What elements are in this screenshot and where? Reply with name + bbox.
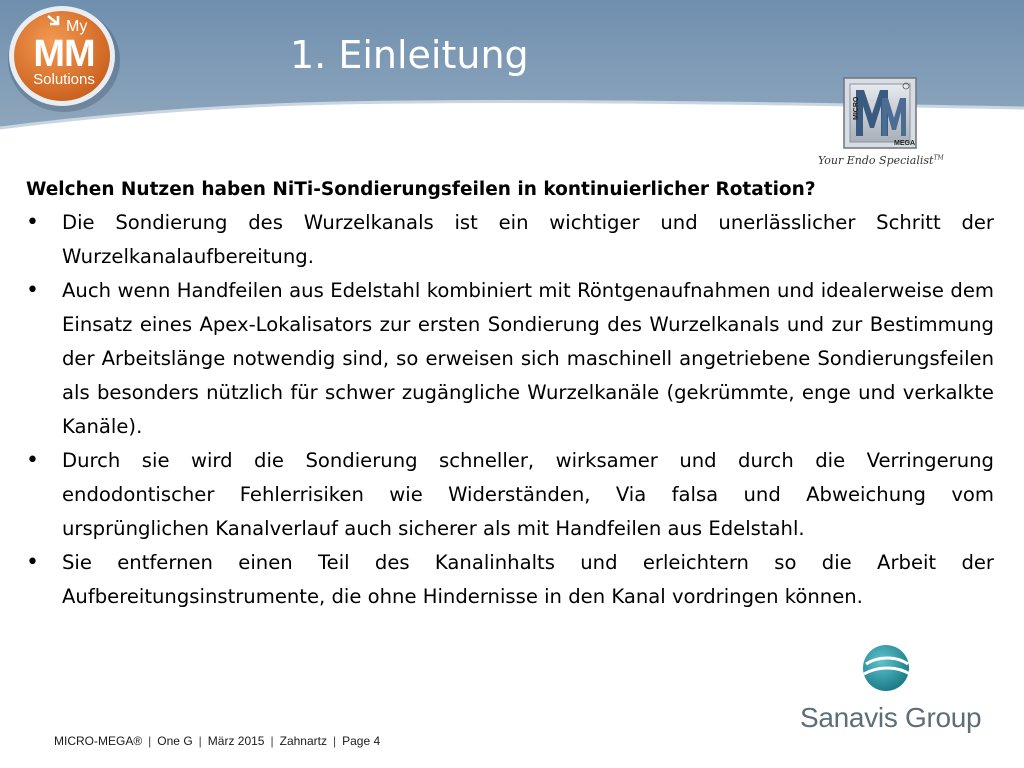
logo-mega-text: MEGA [894, 140, 915, 147]
bullet-list [26, 206, 994, 614]
list-item: • Durch sie wird die Sondierung schneller, wirksamer und durch die Verringerung endodontischer Fehlerrisiken wie Widerständen, Via falsa und Abweichung vom ursprünglichen Kanalverlauf auch sicherer als mit Handfeilen aus Edelstahl. [26, 444, 994, 546]
logo-solutions-text: Solutions [33, 71, 95, 88]
footer-brand: MICRO-MEGA® [54, 734, 143, 748]
list-item: • Sie entfernen einen Teil des Kanalinhalts und erleichtern so die Arbeit der Aufbereitungsinstrumente, die ohne Hindernisse in den Kanal vordringen können. [26, 546, 994, 614]
logo-my-text: My [66, 18, 88, 35]
footer [54, 734, 380, 748]
list-item: • Die Sondierung des Wurzelkanals ist ein wichtiger und unerlässlicher Schritt der Wurzelkanalaufbereitung. [26, 206, 994, 274]
micro-mega-logo [842, 76, 922, 152]
tagline-trademark: TM [933, 154, 944, 162]
my-mm-solutions-logo [4, 2, 124, 114]
footer-product: One G [157, 734, 193, 748]
logo-micro-text: MICRO [853, 96, 860, 120]
list-item: • Auch wenn Handfeilen aus Edelstahl kombiniert mit Röntgenaufnahmen und idealerweise dem Einsatz eines Apex-Lokalisators zur ersten Sondierung des Wurzelkanals und zur Bestimmung der Arbeitslänge notwendig sind, so erweisen sich maschinell angetriebene Sondierungsfeilen als besonders nützlich für schwer zugängliche Wurzelkanäle (gekrümmte, enge und verkalkte Kanäle). [26, 274, 994, 444]
footer-separator: | [270, 734, 274, 748]
slide-title: 1. Einleitung [290, 33, 529, 77]
footer-date: März 2015 [207, 734, 265, 748]
footer-separator: | [198, 734, 202, 748]
footer-separator: | [148, 734, 152, 748]
footer-separator: | [332, 734, 337, 748]
logo-mm-text: MM [33, 33, 95, 75]
lead-question: Welchen Nutzen haben NiTi-Sondierungsfeilen in kontinuierlicher Rotation? [26, 179, 816, 200]
sanavis-globe-icon [800, 644, 980, 702]
sanavis-group-logo [800, 644, 980, 736]
logo-tagline [818, 154, 944, 167]
footer-page-number: Page 4 [342, 734, 381, 748]
tagline-text: Your Endo Specialist [818, 154, 934, 167]
footer-audience: Zahnartz [279, 734, 327, 748]
sanavis-wordmark: Sanavis Group [800, 702, 982, 733]
